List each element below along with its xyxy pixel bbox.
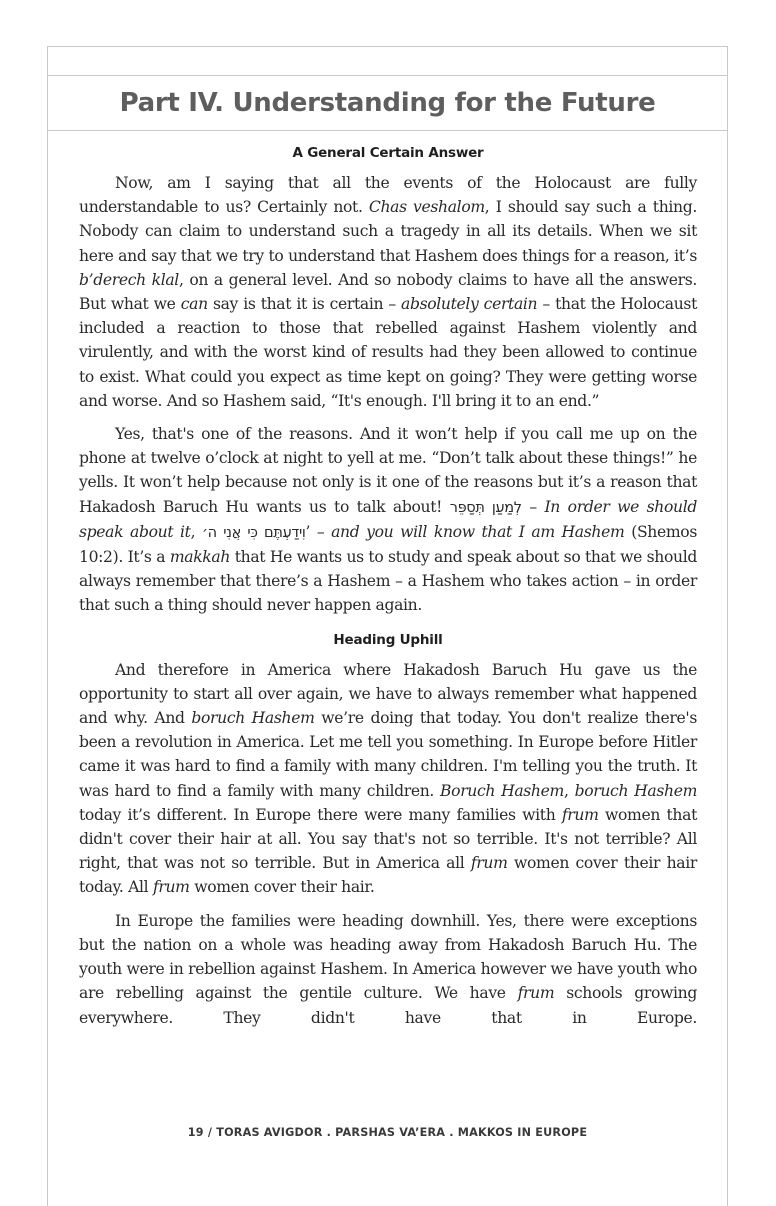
text-run: , I should say such a thing. Nobody can claim to understand such a tragedy in all its details. When we sit here and say that we try to understand that Hashem does things for a reason, it’s [79,198,697,265]
section-heading: A General Certain Answer [292,145,484,161]
italic-run: frum [152,878,190,897]
text-run: , [563,781,575,800]
paragraph [79,422,697,618]
italic-run: makkah [169,548,231,567]
italic-run: Chas veshalom [368,198,485,217]
text-run: (Shemos 10:2). It’s a [79,522,697,567]
italic-run: Boruch Hashem [440,781,564,800]
italic-run: frum [517,984,555,1003]
text-run: ’ – [305,522,332,541]
text-run: , on a general level. And so nobody claims to have all the answers. But what we [79,270,697,314]
text-run: Yes, that's one of the reasons. And it won’t help if you call me up on the phone at twelve o’clock at night to yell at me. “Don’t talk about these things!” he yells. It won’t help because not only is it one of the reasons but it’s a reason that Hakadosh Baruch Hu wants us to talk about! [79,425,697,516]
italic-run: frum [470,854,508,873]
text-run: say is that it is certain – [207,295,401,314]
italic-run: absolutely certain [401,295,538,314]
hebrew-quote: לְמַעַן תְּסַפֵּר [449,499,522,516]
paragraph [79,658,697,900]
text-run: that He wants us to study and speak about so that we should always remember that there’s a Hashem – a Hashem who takes action – in order that such a thing should never happen again. [79,548,697,615]
section-heading-uphill [79,632,697,1030]
text-run: today it’s different. In Europe there were many families with [79,805,562,824]
italic-run: boruch Hashem [191,709,315,728]
text-run: schools growing everywhere. They didn't have that in Europe. [79,984,698,1027]
text-run: Now, am I saying that all the events of the Holocaust are fully understandable to us? Certainly not. [79,174,697,217]
article-body [79,140,697,1030]
hebrew-quote: וִידַעְתֶּם כִּי אֲנִי ה׳ [202,524,306,541]
section-general-answer [79,145,697,618]
title-band [47,75,728,131]
paragraph [79,909,697,1030]
italic-run: and you will know that I am Hashem [331,522,625,541]
page-footer: 19 / TORAS AVIGDOR . PARSHAS VA’ERA . MAKKOS IN EUROPE [187,1126,588,1139]
page-title: Part IV. Understanding for the Future [119,88,656,118]
section-heading: Heading Uphill [333,631,443,648]
italic-run: frum [561,805,599,824]
text-run: In Europe the families were heading downhill. Yes, there were exceptions but the nation on a whole was heading away from Hakadosh Baruch Hu. The youth were in rebellion against Hashem. In America however we have youth who are rebelling against the gentile culture. We have [79,911,697,1003]
italic-run: boruch Hashem [574,781,698,800]
italic-run: can [180,295,208,314]
text-run: – that the Holocaust included a reaction to those that rebelled against Hashem violently and virulently, and with the worst kind of results had they been allowed to continue to exist. What could you expect as time kept on going? They were getting worse and worse. And so Hashem said, “It's enough. I'll bring it to an end.” [79,295,697,410]
italic-run: In order we should speak about it [79,497,697,541]
paragraph [79,171,697,413]
text-run: women cover their hair. [189,878,375,897]
text-run: – [521,497,545,516]
text-run: And therefore in America where Hakadosh Baruch Hu gave us the opportunity to start all over again, we have to always remember what happened and why. And [79,660,697,728]
italic-run: b’derech klal [79,270,179,289]
text-run: women cover their hair today. All [79,854,697,897]
text-run: we’re doing that today. You don't realize there's been a revolution in America. Let me tell you something. In Europe before Hitler came it was hard to find a family with many children. I'm telling you the truth. It was hard to find a family with many children. [79,709,698,800]
text-run: , [190,522,202,541]
text-run: women that didn't cover their hair at all. You say that's not so terrible. It's not terrible? All right, that was not so terrible. But in America all [79,805,697,873]
